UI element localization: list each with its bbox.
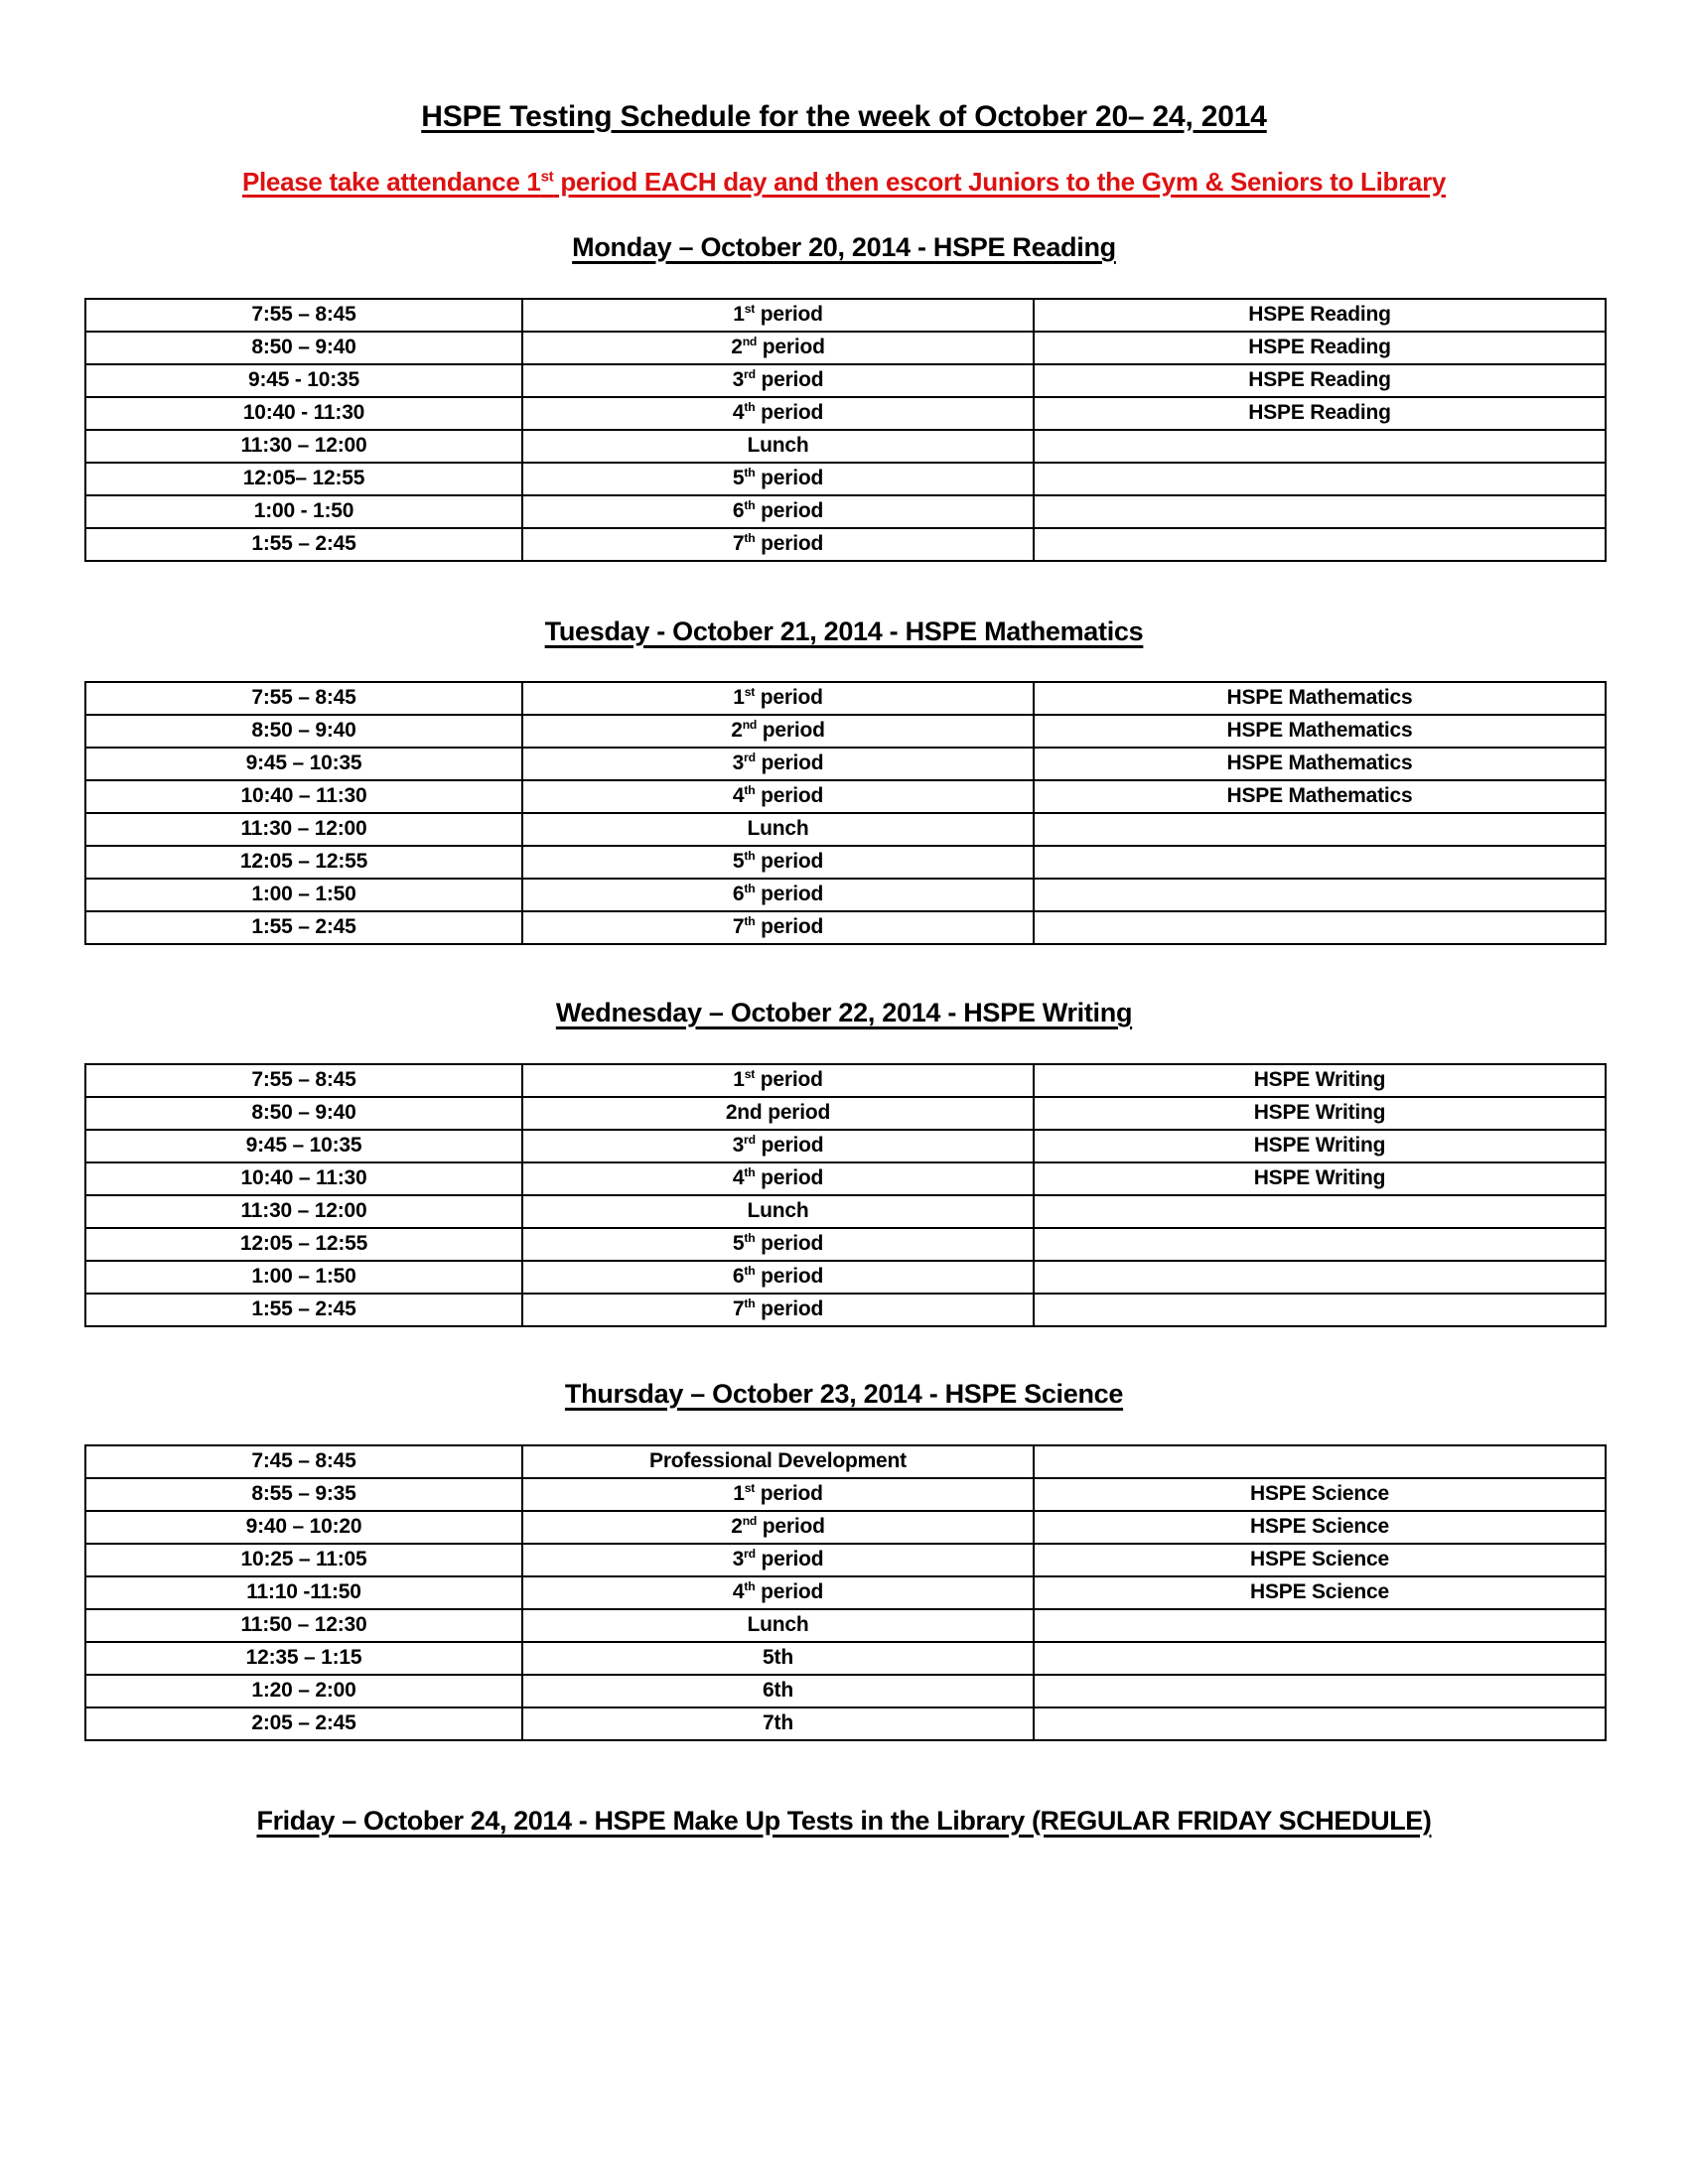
attendance-instruction-part2: period EACH day and then escort Juniors to the Gym & Seniors to Library — [553, 167, 1447, 197]
table-row — [85, 1064, 1606, 1097]
table-row — [85, 813, 1606, 846]
cell-time: 1:20 – 2:00 — [85, 1675, 522, 1707]
period-number: 2 — [731, 719, 743, 743]
period-ordinal-suffix: nd — [742, 335, 758, 349]
cell-test: HSPE Mathematics — [1034, 715, 1606, 748]
attendance-instruction-part1: Please take attendance 1 — [241, 167, 541, 197]
cell-test — [1034, 495, 1606, 528]
period-ordinal-suffix: th — [744, 466, 756, 480]
table-row — [85, 1130, 1606, 1162]
period-label: period — [755, 1166, 824, 1190]
cell-period — [522, 748, 1034, 780]
friday-note — [0, 1741, 1688, 1835]
cell-period: Lunch — [522, 430, 1034, 463]
period-label: period — [755, 1068, 823, 1092]
period-label: period — [755, 532, 824, 556]
cell-test: HSPE Writing — [1034, 1097, 1606, 1130]
period-label: period — [755, 1232, 824, 1256]
cell-period — [522, 682, 1034, 715]
cell-time: 1:00 - 1:50 — [85, 495, 522, 528]
cell-period — [522, 1478, 1034, 1511]
period-ordinal-suffix: th — [744, 531, 756, 546]
table-row — [85, 1195, 1606, 1228]
period-number: 3 — [732, 1134, 745, 1158]
table-row — [85, 1642, 1606, 1675]
period-ordinal-suffix: rd — [744, 1133, 756, 1148]
period-ordinal-suffix: th — [744, 1297, 756, 1311]
table-row — [85, 528, 1606, 561]
period-number: 6 — [732, 1265, 745, 1289]
cell-period: 6th — [522, 1675, 1034, 1707]
period-number: 5 — [732, 467, 745, 490]
period-label: period — [755, 1134, 824, 1158]
period-label: period — [755, 1482, 823, 1506]
page-title-text: HSPE Testing Schedule for the week of October 20– 24, 2014 — [421, 100, 1267, 133]
cell-time: 10:40 – 11:30 — [85, 1162, 522, 1195]
page-title — [0, 0, 1688, 132]
period-ordinal-suffix: nd — [742, 718, 758, 733]
table-row — [85, 748, 1606, 780]
schedule-table-monday — [84, 298, 1607, 562]
period-number: 6 — [732, 499, 745, 523]
period-number: 4 — [732, 401, 745, 425]
period-label: period — [755, 1580, 824, 1604]
period-ordinal-suffix: th — [744, 1231, 756, 1246]
period-label: period — [755, 368, 824, 392]
cell-time: 1:55 – 2:45 — [85, 911, 522, 944]
period-label: period — [755, 784, 824, 808]
cell-period — [522, 495, 1034, 528]
cell-test: HSPE Reading — [1034, 364, 1606, 397]
cell-test — [1034, 911, 1606, 944]
cell-test — [1034, 463, 1606, 495]
day-heading-monday-text: Monday – October 20, 2014 - HSPE Reading — [572, 232, 1116, 262]
period-number: 5 — [732, 850, 745, 874]
period-label: period — [755, 850, 824, 874]
cell-period — [522, 1228, 1034, 1261]
cell-test: HSPE Writing — [1034, 1130, 1606, 1162]
period-ordinal-suffix: rd — [744, 751, 756, 765]
period-number: 4 — [732, 784, 745, 808]
attendance-ordinal-suffix: st — [540, 168, 554, 186]
cell-time: 9:45 - 10:35 — [85, 364, 522, 397]
table-row — [85, 430, 1606, 463]
cell-period — [522, 528, 1034, 561]
cell-time: 10:40 - 11:30 — [85, 397, 522, 430]
friday-note-text: Friday – October 24, 2014 - HSPE Make Up Tests in the Library (REGULAR FRIDAY SCHEDULE) — [256, 1806, 1432, 1836]
cell-test — [1034, 1707, 1606, 1740]
cell-test — [1034, 1261, 1606, 1294]
table-row — [85, 715, 1606, 748]
cell-test: HSPE Mathematics — [1034, 682, 1606, 715]
cell-test: HSPE Writing — [1034, 1162, 1606, 1195]
cell-period — [522, 1294, 1034, 1326]
cell-time: 8:50 – 9:40 — [85, 715, 522, 748]
period-ordinal-suffix: rd — [744, 1547, 756, 1562]
period-number: 6 — [732, 883, 745, 906]
cell-test: HSPE Reading — [1034, 299, 1606, 332]
period-number: 7 — [732, 915, 745, 939]
period-number: 4 — [732, 1580, 745, 1604]
cell-period — [522, 780, 1034, 813]
schedule-table-wednesday — [84, 1063, 1607, 1327]
schedule-table-monday-body — [85, 299, 1606, 561]
cell-period — [522, 1576, 1034, 1609]
cell-time: 2:05 – 2:45 — [85, 1707, 522, 1740]
period-ordinal-suffix: rd — [744, 367, 756, 382]
period-number: 1 — [733, 686, 745, 710]
cell-time: 7:55 – 8:45 — [85, 299, 522, 332]
day-heading-tuesday-text: Tuesday - October 21, 2014 - HSPE Mathematics — [544, 616, 1144, 646]
schedule-table-wednesday-body — [85, 1064, 1606, 1326]
table-row — [85, 682, 1606, 715]
period-label: period — [757, 336, 825, 359]
period-ordinal-suffix: st — [744, 302, 756, 317]
period-number: 1 — [733, 1482, 745, 1506]
period-number: 1 — [733, 1068, 745, 1092]
period-ordinal-suffix: th — [744, 849, 756, 864]
cell-period — [522, 463, 1034, 495]
cell-period — [522, 1162, 1034, 1195]
day-heading-thursday-text: Thursday – October 23, 2014 - HSPE Science — [564, 1379, 1124, 1409]
period-ordinal-suffix: th — [744, 400, 756, 415]
cell-time: 12:05– 12:55 — [85, 463, 522, 495]
cell-time: 11:10 -11:50 — [85, 1576, 522, 1609]
day-heading-tuesday — [0, 562, 1688, 645]
period-ordinal-suffix: th — [744, 1264, 756, 1279]
attendance-instruction — [0, 132, 1688, 195]
period-ordinal-suffix: nd — [742, 1514, 758, 1529]
table-row — [85, 846, 1606, 879]
period-label: period — [755, 467, 824, 490]
cell-test: HSPE Science — [1034, 1478, 1606, 1511]
period-ordinal-suffix: th — [744, 882, 756, 896]
cell-period: Professional Development — [522, 1445, 1034, 1478]
cell-period — [522, 299, 1034, 332]
day-heading-monday — [0, 195, 1688, 261]
cell-time: 10:25 – 11:05 — [85, 1544, 522, 1576]
day-heading-thursday — [0, 1327, 1688, 1408]
cell-test — [1034, 1642, 1606, 1675]
schedule-table-thursday — [84, 1444, 1607, 1741]
period-number: 7 — [732, 1297, 745, 1321]
cell-period — [522, 911, 1034, 944]
cell-period — [522, 879, 1034, 911]
period-label: period — [755, 499, 824, 523]
cell-test: HSPE Science — [1034, 1544, 1606, 1576]
cell-period: Lunch — [522, 813, 1034, 846]
cell-test — [1034, 1675, 1606, 1707]
table-row — [85, 1675, 1606, 1707]
period-ordinal-suffix: th — [744, 1165, 756, 1180]
table-row — [85, 364, 1606, 397]
cell-test: HSPE Mathematics — [1034, 748, 1606, 780]
table-row — [85, 1261, 1606, 1294]
period-ordinal-suffix: th — [744, 1579, 756, 1594]
table-row — [85, 1228, 1606, 1261]
cell-time: 12:05 – 12:55 — [85, 846, 522, 879]
cell-time: 1:00 – 1:50 — [85, 1261, 522, 1294]
table-row — [85, 1707, 1606, 1740]
cell-test — [1034, 528, 1606, 561]
table-row — [85, 299, 1606, 332]
cell-test: HSPE Writing — [1034, 1064, 1606, 1097]
table-row — [85, 879, 1606, 911]
schedule-table-tuesday — [84, 681, 1607, 945]
table-row — [85, 495, 1606, 528]
cell-time: 1:00 – 1:50 — [85, 879, 522, 911]
cell-test — [1034, 1195, 1606, 1228]
cell-period — [522, 1064, 1034, 1097]
cell-time: 7:55 – 8:45 — [85, 682, 522, 715]
period-number: 2 — [731, 1515, 743, 1539]
cell-time: 9:45 – 10:35 — [85, 1130, 522, 1162]
cell-time: 12:35 – 1:15 — [85, 1642, 522, 1675]
cell-period — [522, 846, 1034, 879]
cell-time: 9:40 – 10:20 — [85, 1511, 522, 1544]
period-number: 1 — [733, 303, 745, 327]
cell-time: 9:45 – 10:35 — [85, 748, 522, 780]
period-label: period — [755, 1548, 824, 1571]
attendance-instruction-text — [242, 167, 1446, 197]
table-row — [85, 780, 1606, 813]
cell-time: 8:50 – 9:40 — [85, 332, 522, 364]
cell-test — [1034, 813, 1606, 846]
cell-period — [522, 1544, 1034, 1576]
period-label: period — [755, 915, 824, 939]
table-row — [85, 1294, 1606, 1326]
cell-test — [1034, 846, 1606, 879]
table-row — [85, 1162, 1606, 1195]
cell-test: HSPE Science — [1034, 1576, 1606, 1609]
table-row — [85, 1511, 1606, 1544]
cell-test: HSPE Reading — [1034, 397, 1606, 430]
table-row — [85, 1445, 1606, 1478]
cell-time: 8:50 – 9:40 — [85, 1097, 522, 1130]
period-number: 4 — [732, 1166, 745, 1190]
period-number: 3 — [732, 751, 745, 775]
table-row — [85, 1478, 1606, 1511]
cell-period: 5th — [522, 1642, 1034, 1675]
cell-time: 8:55 – 9:35 — [85, 1478, 522, 1511]
cell-time: 1:55 – 2:45 — [85, 1294, 522, 1326]
cell-period — [522, 397, 1034, 430]
table-row — [85, 1097, 1606, 1130]
cell-period: 2nd period — [522, 1097, 1034, 1130]
period-ordinal-suffix: th — [744, 914, 756, 929]
cell-test — [1034, 1609, 1606, 1642]
cell-test — [1034, 879, 1606, 911]
cell-period: Lunch — [522, 1195, 1034, 1228]
cell-period — [522, 1130, 1034, 1162]
cell-test — [1034, 1445, 1606, 1478]
period-ordinal-suffix: st — [744, 685, 756, 700]
period-label: period — [755, 401, 824, 425]
cell-period — [522, 715, 1034, 748]
cell-period — [522, 332, 1034, 364]
schedule-table-thursday-body — [85, 1445, 1606, 1740]
period-number: 7 — [732, 532, 745, 556]
cell-test: HSPE Reading — [1034, 332, 1606, 364]
period-number: 2 — [731, 336, 743, 359]
cell-period — [522, 1511, 1034, 1544]
cell-time: 7:55 – 8:45 — [85, 1064, 522, 1097]
period-number: 5 — [732, 1232, 745, 1256]
cell-test — [1034, 1294, 1606, 1326]
table-row — [85, 911, 1606, 944]
period-ordinal-suffix: st — [744, 1067, 756, 1082]
cell-test: HSPE Mathematics — [1034, 780, 1606, 813]
period-label: period — [757, 719, 825, 743]
cell-period: 7th — [522, 1707, 1034, 1740]
table-row — [85, 332, 1606, 364]
cell-time: 7:45 – 8:45 — [85, 1445, 522, 1478]
table-row — [85, 1576, 1606, 1609]
cell-time: 11:30 – 12:00 — [85, 1195, 522, 1228]
period-ordinal-suffix: th — [744, 783, 756, 798]
period-label: period — [755, 883, 824, 906]
period-number: 3 — [732, 368, 745, 392]
cell-test — [1034, 430, 1606, 463]
day-heading-wednesday-text: Wednesday – October 22, 2014 - HSPE Writing — [555, 998, 1133, 1027]
table-row — [85, 1609, 1606, 1642]
cell-time: 12:05 – 12:55 — [85, 1228, 522, 1261]
cell-test: HSPE Science — [1034, 1511, 1606, 1544]
cell-period: Lunch — [522, 1609, 1034, 1642]
table-row — [85, 1544, 1606, 1576]
period-label: period — [755, 686, 823, 710]
cell-period — [522, 364, 1034, 397]
cell-time: 10:40 – 11:30 — [85, 780, 522, 813]
table-row — [85, 463, 1606, 495]
day-heading-wednesday — [0, 945, 1688, 1026]
period-label: period — [757, 1515, 825, 1539]
cell-time: 11:50 – 12:30 — [85, 1609, 522, 1642]
period-ordinal-suffix: th — [744, 498, 756, 513]
cell-period — [522, 1261, 1034, 1294]
cell-time: 1:55 – 2:45 — [85, 528, 522, 561]
cell-time: 11:30 – 12:00 — [85, 430, 522, 463]
period-label: period — [755, 751, 824, 775]
period-ordinal-suffix: st — [744, 1481, 756, 1496]
period-label: period — [755, 1297, 824, 1321]
cell-time: 11:30 – 12:00 — [85, 813, 522, 846]
period-label: period — [755, 303, 823, 327]
period-label: period — [755, 1265, 824, 1289]
schedule-table-tuesday-body — [85, 682, 1606, 944]
table-row — [85, 397, 1606, 430]
period-number: 3 — [732, 1548, 745, 1571]
cell-test — [1034, 1228, 1606, 1261]
